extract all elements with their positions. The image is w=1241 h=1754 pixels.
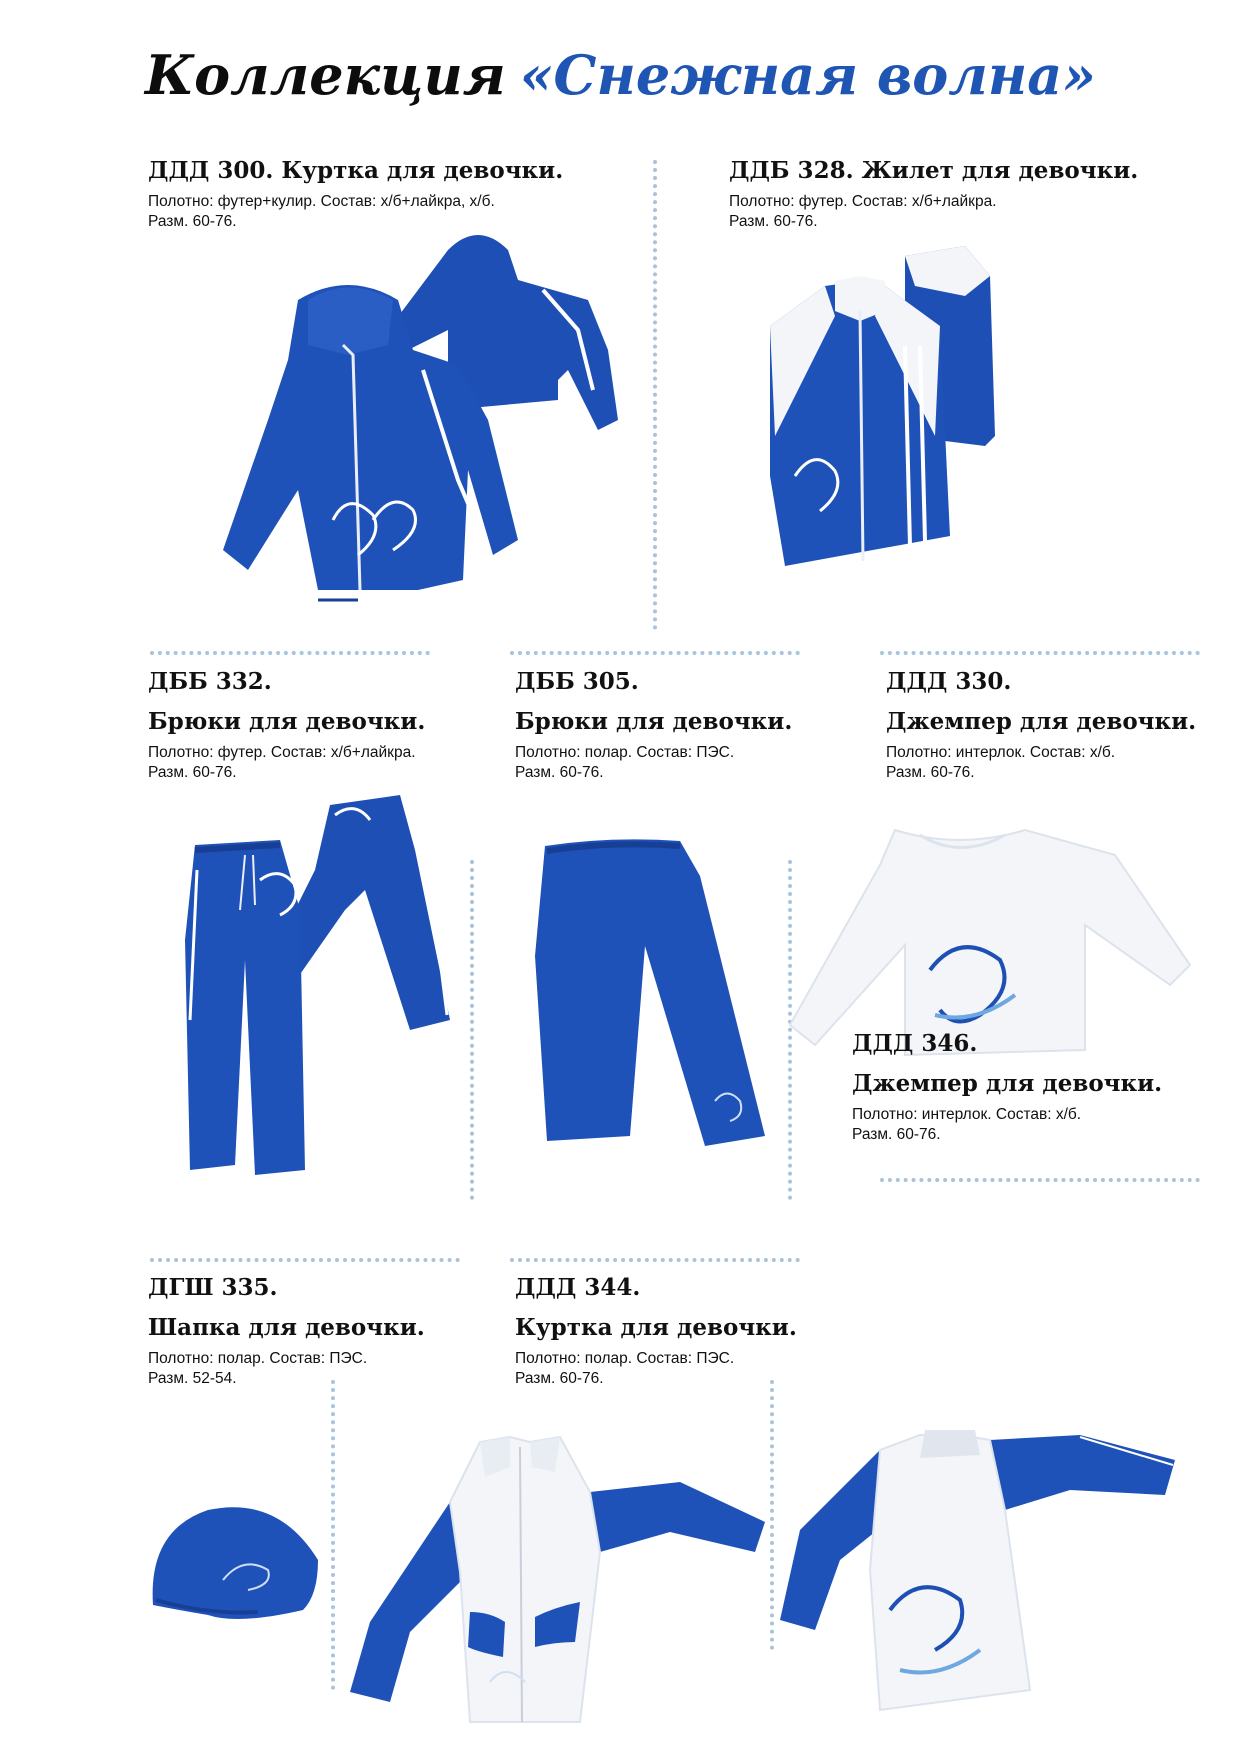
jacket-hooded-image: [148, 220, 628, 610]
product-dgsh335: [148, 1273, 425, 1389]
product-code: ДДД 344.: [515, 1274, 641, 1301]
divider-horizontal-left-2: [150, 1258, 460, 1262]
product-code: ДДД 330.: [886, 668, 1012, 695]
product-size: Разм. 60-76.: [148, 764, 237, 781]
product-code: ДГШ 335.: [148, 1274, 278, 1301]
divider-vertical-bottom-2: [770, 1380, 774, 1650]
product-code: ДДБ 328. Жилет для девочки.: [729, 157, 1139, 184]
product-name: Джемпер для девочки.: [852, 1070, 1163, 1097]
product-fabric: Полотно: интерлок. Состав: х/б.: [886, 744, 1116, 761]
product-name: Куртка для девочки.: [515, 1314, 797, 1341]
product-ddd344: [515, 1273, 797, 1389]
product-code: ДББ 332.: [148, 668, 272, 695]
jacket-fleece-image: [350, 1422, 770, 1727]
product-size: Разм. 60-76.: [515, 1370, 604, 1387]
divider-horizontal-left-1: [150, 651, 430, 655]
product-name: Шапка для девочки.: [148, 1314, 425, 1341]
product-fabric: Полотно: полар. Состав: ПЭС.: [515, 1350, 735, 1367]
product-code: ДББ 305.: [515, 668, 639, 695]
page-title: [0, 40, 1241, 110]
title-accent: «Снежная волна»: [519, 43, 1096, 107]
product-code: ДДД 300. Куртка для девочки.: [148, 157, 564, 184]
product-fabric: Полотно: интерлок. Состав: х/б.: [852, 1106, 1082, 1123]
divider-horizontal-mid-2: [510, 1258, 800, 1262]
product-size: Разм. 52-54.: [148, 1370, 237, 1387]
product-size: Разм. 60-76.: [852, 1126, 941, 1143]
jumper-white-image: [785, 815, 1205, 1065]
pants-single-image: [535, 836, 775, 1156]
hat-image: [148, 1500, 323, 1635]
product-name: Брюки для девочки.: [148, 708, 426, 735]
divider-horizontal-right-2: [880, 1178, 1200, 1182]
product-ddb328: [729, 156, 1138, 232]
product-size: Разм. 60-76.: [148, 213, 237, 230]
product-name: Джемпер для девочки.: [886, 708, 1197, 735]
product-size: Разм. 60-76.: [515, 764, 604, 781]
product-fabric: Полотно: футер+кулир. Состав: х/б+лайкра, х/б.: [148, 193, 495, 210]
product-fabric: Полотно: полар. Состав: ПЭС.: [515, 744, 735, 761]
pants-pair-image: [185, 790, 460, 1180]
divider-horizontal-right-1: [880, 651, 1200, 655]
vest-image: [765, 236, 1015, 576]
product-fabric: Полотно: футер. Состав: х/б+лайкра.: [729, 193, 997, 210]
divider-vertical-top: [653, 160, 657, 630]
product-code: ДДД 346.: [852, 1030, 978, 1057]
product-ddd330: [886, 667, 1196, 783]
product-size: Разм. 60-76.: [729, 213, 818, 230]
product-dbb305: [515, 667, 792, 783]
jumper-raglan-image: [780, 1420, 1180, 1720]
divider-horizontal-mid-1: [510, 651, 800, 655]
product-fabric: Полотно: полар. Состав: ПЭС.: [148, 1350, 368, 1367]
product-size: Разм. 60-76.: [886, 764, 975, 781]
product-dbb332: [148, 667, 425, 783]
product-ddd346: [852, 1029, 1162, 1145]
title-lead: Коллекция: [145, 43, 506, 107]
divider-vertical-mid-1: [470, 860, 474, 1200]
divider-vertical-bottom-1: [331, 1380, 335, 1690]
product-name: Брюки для девочки.: [515, 708, 793, 735]
product-fabric: Полотно: футер. Состав: х/б+лайкра.: [148, 744, 416, 761]
